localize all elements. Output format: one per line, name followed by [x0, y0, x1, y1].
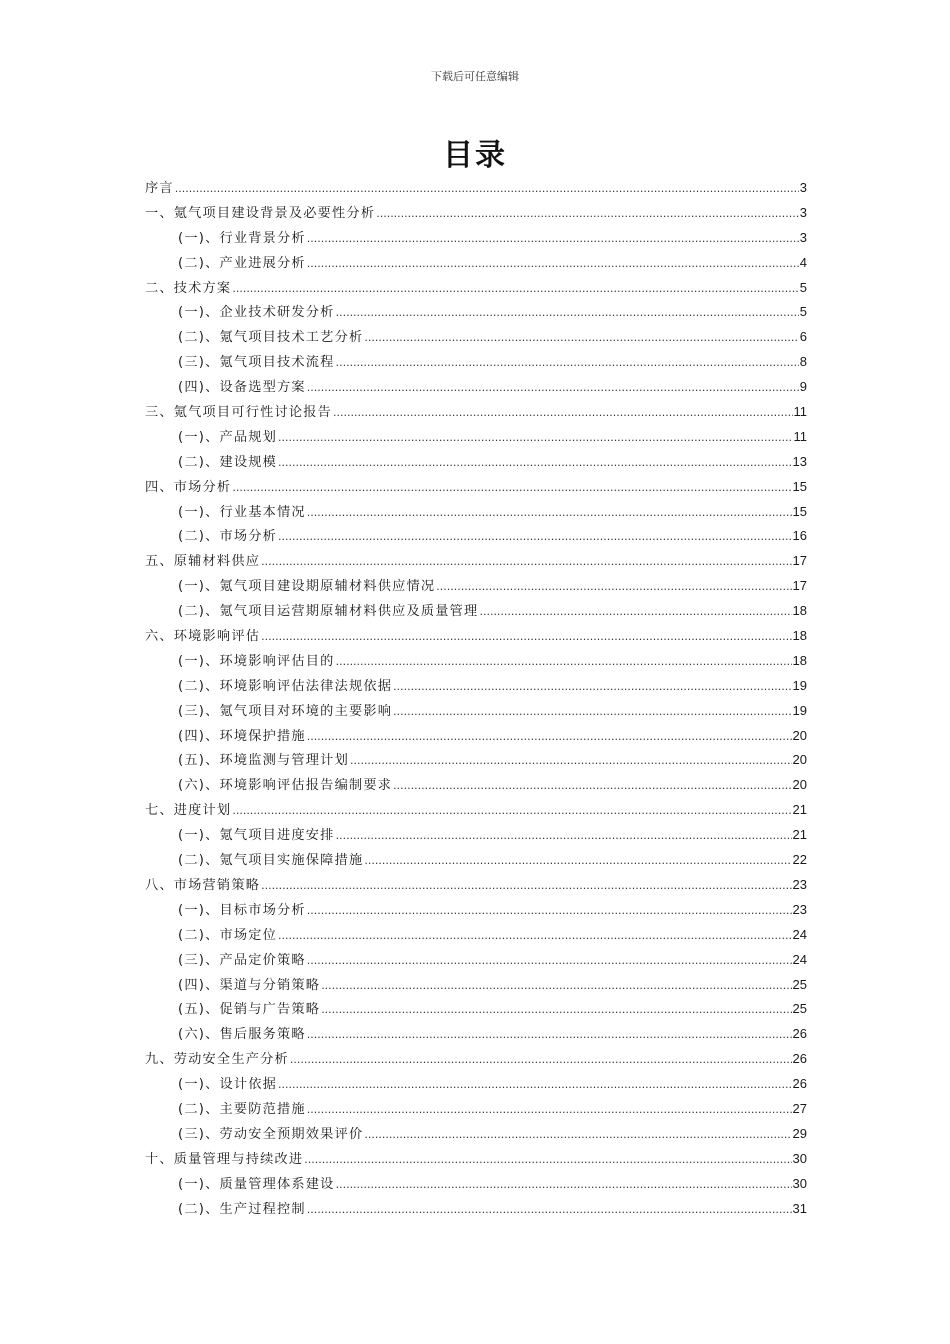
- toc-section-link[interactable]: [145, 276, 807, 301]
- toc-dot-leader: [261, 874, 791, 899]
- toc-entry-label: 序言: [145, 181, 174, 196]
- toc-dot-leader: [307, 1023, 792, 1048]
- toc-dot-leader: [364, 326, 798, 351]
- toc-page-number: 11: [793, 404, 807, 420]
- toc-subsection-link[interactable]: [145, 300, 807, 325]
- toc-dot-leader: [307, 949, 792, 974]
- toc-section-link[interactable]: [145, 400, 807, 425]
- toc-page-number: 6: [799, 329, 807, 345]
- toc-subsection-link[interactable]: [145, 997, 807, 1022]
- toc-entry-label: (三)、氪气项目对环境的主要影响: [178, 703, 393, 719]
- toc-page-number: 26: [792, 1076, 807, 1092]
- toc-page-number: 5: [799, 304, 807, 320]
- toc-entry-label: (一)、产品规划: [178, 429, 278, 445]
- toc-dot-leader: [479, 600, 791, 625]
- toc-entry-label: 三、氪气项目可行性讨论报告: [145, 405, 333, 421]
- toc-page-number: 20: [792, 752, 807, 768]
- toc-subsection-link[interactable]: [145, 350, 807, 375]
- toc-dot-leader: [307, 501, 792, 526]
- toc-entry-label: (一)、行业背景分析: [178, 230, 306, 246]
- toc-page-number: 3: [799, 229, 807, 245]
- toc-page-number: 21: [792, 827, 807, 843]
- toc-page-number: 20: [792, 727, 807, 743]
- toc-dot-leader: [321, 974, 791, 999]
- toc-subsection-link[interactable]: [145, 524, 807, 549]
- toc-dot-leader: [307, 899, 792, 924]
- toc-subsection-link[interactable]: [145, 898, 807, 923]
- toc-entry-label: 八、市场营销策略: [145, 877, 261, 893]
- toc-entry-label: (六)、售后服务策略: [178, 1027, 306, 1043]
- toc-entry-label: 四、市场分析: [145, 479, 232, 495]
- toc-page-number: 19: [792, 677, 807, 693]
- toc-section-link[interactable]: [145, 549, 807, 574]
- toc-dot-leader: [304, 1148, 791, 1173]
- toc-page-number: 30: [792, 1150, 807, 1166]
- toc-page-number: 25: [792, 1001, 807, 1017]
- toc-page-number: 15: [792, 478, 807, 494]
- toc-dot-leader: [307, 376, 799, 401]
- toc-entry-label: (二)、氪气项目实施保障措施: [178, 853, 364, 869]
- toc-page-number: 8: [799, 354, 807, 370]
- toc-dot-leader: [336, 824, 792, 849]
- toc-subsection-link[interactable]: [145, 1072, 807, 1097]
- toc-subsection-link[interactable]: [145, 1197, 807, 1222]
- toc-dot-leader: [307, 1098, 792, 1123]
- toc-page-number: 27: [792, 1100, 807, 1116]
- toc-entry-label: (四)、环境保护措施: [178, 728, 306, 744]
- toc-section-link[interactable]: [145, 176, 807, 201]
- toc-section-link[interactable]: [145, 1147, 807, 1172]
- toc-page-number: 26: [792, 1051, 807, 1067]
- toc-entry-label: (一)、氪气项目建设期原辅材料供应情况: [178, 579, 436, 595]
- toc-page-number: 15: [792, 503, 807, 519]
- toc-dot-leader: [321, 998, 791, 1023]
- toc-page-number: 30: [792, 1175, 807, 1191]
- toc-dot-leader: [232, 476, 791, 501]
- toc-entry-label: (四)、设备选型方案: [178, 380, 306, 396]
- toc-entry-label: (三)、产品定价策略: [178, 952, 306, 968]
- toc-dot-leader: [278, 924, 792, 949]
- toc-subsection-link[interactable]: [145, 724, 807, 749]
- toc-dot-leader: [393, 675, 791, 700]
- toc-entry-label: (二)、生产过程控制: [178, 1201, 306, 1217]
- toc-subsection-link[interactable]: [145, 226, 807, 251]
- toc-subsection-link[interactable]: [145, 1172, 807, 1197]
- toc-page-number: 25: [792, 976, 807, 992]
- toc-dot-leader: [307, 252, 799, 277]
- toc-entry-label: (一)、行业基本情况: [178, 504, 306, 520]
- toc-dot-leader: [364, 1123, 791, 1148]
- toc-entry-label: (一)、环境影响评估目的: [178, 653, 335, 669]
- toc-page-number: 18: [792, 603, 807, 619]
- toc-subsection-link[interactable]: [145, 823, 807, 848]
- toc-subsection-link[interactable]: [145, 748, 807, 773]
- toc-subsection-link[interactable]: [145, 375, 807, 400]
- toc-subsection-link[interactable]: [145, 450, 807, 475]
- toc-dot-leader: [307, 725, 792, 750]
- toc-entry-label: (三)、劳动安全预期效果评价: [178, 1126, 364, 1142]
- toc-subsection-link[interactable]: [145, 848, 807, 873]
- toc-dot-leader: [278, 525, 792, 550]
- toc-page-number: 19: [792, 702, 807, 718]
- toc-entry-label: (二)、市场定位: [178, 927, 278, 943]
- toc-entry-label: (一)、企业技术研发分析: [178, 305, 335, 321]
- toc-dot-leader: [436, 575, 791, 600]
- toc-section-link[interactable]: [145, 873, 807, 898]
- toc-entry-label: (二)、市场分析: [178, 529, 278, 545]
- toc-dot-leader: [336, 351, 799, 376]
- toc-dot-leader: [290, 1048, 792, 1073]
- toc-dot-leader: [278, 451, 792, 476]
- toc-dot-leader: [175, 177, 799, 202]
- toc-dot-leader: [336, 301, 799, 326]
- toc-page-number: 21: [792, 802, 807, 818]
- toc-entry-label: 一、氪气项目建设背景及必要性分析: [145, 205, 376, 221]
- toc-entry-label: 七、进度计划: [145, 803, 232, 819]
- toc-page-number: 3: [799, 180, 807, 195]
- toc-entry-label: (二)、氪气项目技术工艺分析: [178, 330, 364, 346]
- toc-section-link[interactable]: [145, 201, 807, 226]
- toc-dot-leader: [261, 625, 791, 650]
- toc-page-number: 24: [792, 951, 807, 967]
- toc-subsection-link[interactable]: [145, 325, 807, 350]
- toc-subsection-link[interactable]: [145, 500, 807, 525]
- toc-entry-label: (二)、环境影响评估法律法规依据: [178, 678, 393, 694]
- toc-entry-label: (四)、渠道与分销策略: [178, 977, 321, 993]
- toc-page-number: 5: [799, 279, 807, 295]
- header-note: 下载后可任意编辑: [431, 70, 519, 83]
- toc-section-link[interactable]: [145, 1047, 807, 1072]
- toc-entry-label: 九、劳动安全生产分析: [145, 1052, 289, 1068]
- toc-entry-label: (一)、设计依据: [178, 1077, 278, 1093]
- toc-subsection-link[interactable]: [145, 1022, 807, 1047]
- toc-entry-label: (一)、氪气项目进度安排: [178, 828, 335, 844]
- toc-page-number: 11: [793, 428, 807, 444]
- toc-subsection-link[interactable]: [145, 923, 807, 948]
- toc-section-link[interactable]: [145, 798, 807, 823]
- toc-dot-leader: [336, 1173, 792, 1198]
- toc-dot-leader: [232, 277, 798, 302]
- toc-subsection-link[interactable]: [145, 699, 807, 724]
- toc-page-number: 4: [799, 254, 807, 270]
- toc-dot-leader: [232, 799, 791, 824]
- toc-page-number: 23: [792, 901, 807, 917]
- toc-page-number: 23: [792, 876, 807, 892]
- toc-entry-label: (五)、环境监测与管理计划: [178, 753, 349, 769]
- toc-entry-label: (三)、氪气项目技术流程: [178, 355, 335, 371]
- toc-entry-label: 十、质量管理与持续改进: [145, 1151, 304, 1167]
- toc-dot-leader: [336, 650, 792, 675]
- toc-subsection-link[interactable]: [145, 599, 807, 624]
- toc-dot-leader: [364, 849, 791, 874]
- toc-dot-leader: [333, 401, 792, 426]
- toc-section-link[interactable]: [145, 624, 807, 649]
- toc-subsection-link[interactable]: [145, 574, 807, 599]
- toc-subsection-link[interactable]: [145, 773, 807, 798]
- toc-subsection-link[interactable]: [145, 425, 807, 450]
- toc-entry-label: (二)、氪气项目运营期原辅材料供应及质量管理: [178, 604, 479, 620]
- toc-page-number: 13: [792, 453, 807, 469]
- toc-dot-leader: [278, 1073, 792, 1098]
- toc-page-number: 17: [792, 578, 807, 594]
- toc-subsection-link[interactable]: [145, 973, 807, 998]
- page-title: 目录: [443, 138, 507, 173]
- toc-dot-leader: [261, 550, 791, 575]
- toc-page-number: 17: [792, 553, 807, 569]
- table-of-contents: [145, 176, 807, 1221]
- toc-entry-label: (五)、促销与广告策略: [178, 1002, 321, 1018]
- toc-subsection-link[interactable]: [145, 948, 807, 973]
- toc-subsection-link[interactable]: [145, 251, 807, 276]
- toc-dot-leader: [307, 1198, 792, 1223]
- toc-entry-label: (二)、主要防范措施: [178, 1101, 306, 1117]
- toc-dot-leader: [393, 774, 791, 799]
- toc-subsection-link[interactable]: [145, 1097, 807, 1122]
- toc-subsection-link[interactable]: [145, 649, 807, 674]
- toc-section-link[interactable]: [145, 475, 807, 500]
- toc-dot-leader: [376, 202, 799, 227]
- toc-page-number: 22: [792, 852, 807, 868]
- toc-page-number: 24: [792, 926, 807, 942]
- toc-entry-label: (二)、建设规模: [178, 454, 278, 470]
- toc-entry-label: 五、原辅材料供应: [145, 554, 261, 570]
- toc-entry-label: (一)、目标市场分析: [178, 902, 306, 918]
- toc-page-number: 3: [799, 204, 807, 220]
- toc-page-number: 20: [792, 777, 807, 793]
- toc-entry-label: (一)、质量管理体系建设: [178, 1176, 335, 1192]
- toc-page-number: 31: [792, 1200, 807, 1216]
- toc-subsection-link[interactable]: [145, 1122, 807, 1147]
- toc-entry-label: 二、技术方案: [145, 280, 232, 296]
- toc-dot-leader: [393, 700, 791, 725]
- toc-dot-leader: [350, 749, 792, 774]
- toc-page-number: 18: [792, 652, 807, 668]
- toc-entry-label: (六)、环境影响评估报告编制要求: [178, 778, 393, 794]
- toc-subsection-link[interactable]: [145, 674, 807, 699]
- toc-page-number: 26: [792, 1026, 807, 1042]
- toc-page-number: 16: [792, 528, 807, 544]
- toc-dot-leader: [278, 426, 792, 451]
- toc-dot-leader: [307, 227, 799, 252]
- toc-page-number: 18: [792, 628, 807, 644]
- toc-entry-label: (二)、产业进展分析: [178, 255, 306, 271]
- toc-page-number: 29: [792, 1125, 807, 1141]
- toc-page-number: 9: [799, 379, 807, 395]
- toc-entry-label: 六、环境影响评估: [145, 629, 261, 645]
